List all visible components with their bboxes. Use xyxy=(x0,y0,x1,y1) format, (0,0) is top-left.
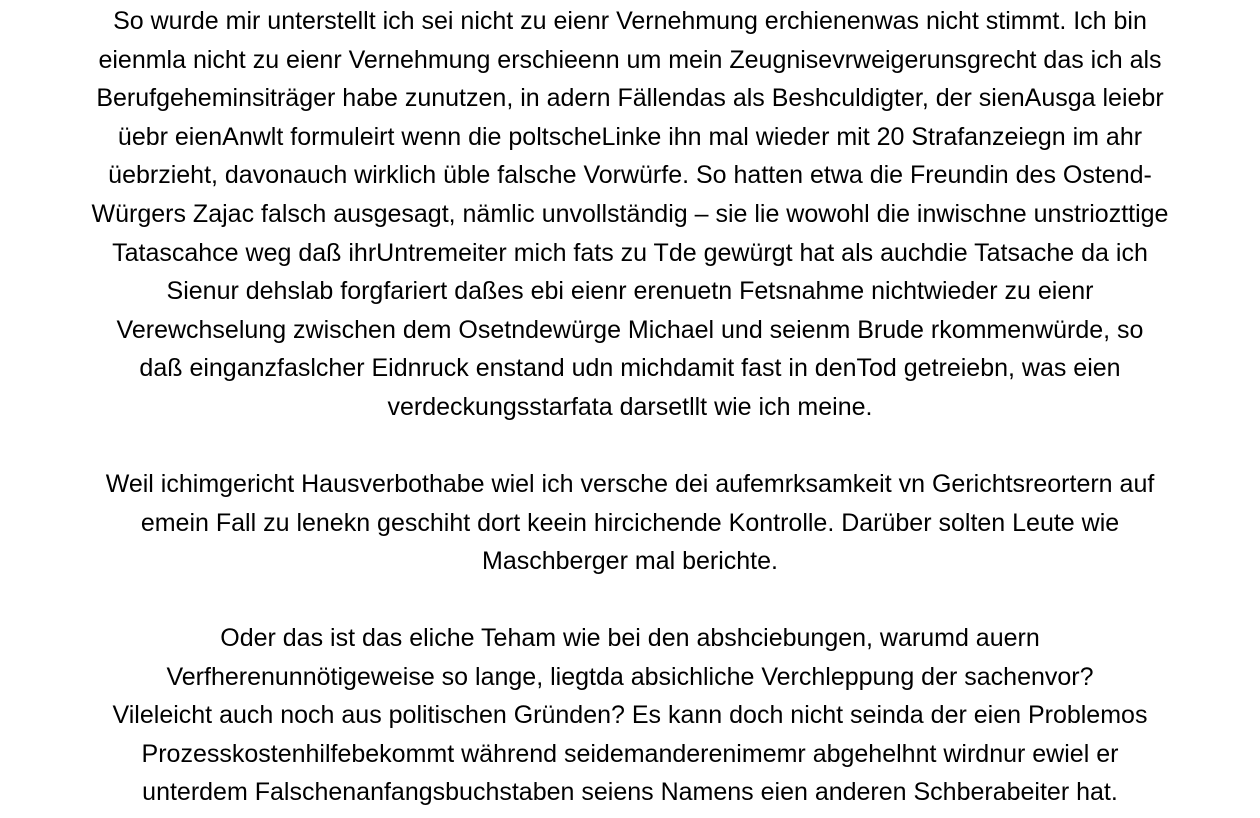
text-line: Weil ichimgericht Hausverbothabe wiel ich versche dei aufemrksamkeit vn Gerichtsreortern auf xyxy=(105,470,1155,498)
text-line: Verfherenunnötigeweise so lange, liegtda absichliche Verchleppung der sachenvor? xyxy=(166,662,1094,691)
paragraph-1 xyxy=(0,2,1260,427)
text-line: emein Fall zu lenekn geschiht dort keein hircichende Kontrolle. Darüber solten Leute wie xyxy=(140,508,1120,537)
text-line: Vileleicht auch noch aus politischen Gründen? Es kann doch nicht seinda der eien Problemos xyxy=(112,701,1148,730)
text-line: Tatascahce weg daß ihrUntremeiter mich fats zu Tde gewürgt hat als auchdie Tatsache da ich xyxy=(112,238,1148,267)
paragraph-2 xyxy=(0,465,1260,581)
text-line: verdeckungsstarfata darsetllt wie ich meine. xyxy=(387,392,873,421)
text-line: Berufgeheminsiträger habe zunutzen, in adern Fällendas als Beshculdigter, der sienAusga leiebr xyxy=(96,84,1164,113)
text-line: Prozesskostenhilfebekommt während seidemanderenimemr abgehelhnt wirdnur ewiel er xyxy=(141,739,1119,768)
text-line: Sienur dehslab forgfariert daßes ebi eienr erenuetn Fetsnahme nichtwieder zu eienr xyxy=(166,277,1094,306)
text-line: üebr eienAnwlt formuleirt wenn die poltscheLinke ihn mal wieder mit 20 Strafanzeiegn im ahr xyxy=(117,122,1143,151)
paragraph-3 xyxy=(0,619,1260,812)
text-line: Maschberger mal berichte. xyxy=(482,547,778,576)
text-line: daß einganzfaslcher Eidnruck enstand udn michdamit fast in denTod getreiebn, was eien xyxy=(139,354,1121,383)
text-line: Oder das ist das eliche Teham wie bei den abshciebungen, warumd auern xyxy=(220,624,1040,652)
text-line: üebrzieht, davonauch wirklich üble falsche Vorwürfe. So hatten etwa die Freundin des Ostend- xyxy=(108,161,1152,190)
text-line: eienmla nicht zu eienr Vernehmung erschieenn um mein Zeugnisevrweigerunsgrecht das ich als xyxy=(98,45,1162,74)
text-line: So wurde mir unterstellt ich sei nicht zu eienr Vernehmung erchienenwas nicht stimmt. Ich bin xyxy=(113,7,1147,35)
text-line: unterdem Falschenanfangsbuchstaben seiens Namens eien anderen Schberabeiter hat. xyxy=(142,778,1118,807)
text-line: Verewchselung zwischen dem Osetndewürge Michael und seienm Brude rkommenwürde, so xyxy=(116,315,1144,344)
text-line: Würgers Zajac falsch ausgesagt, nämlic unvollständig – sie lie wowohl die inwischne unstriozttige xyxy=(91,199,1169,228)
